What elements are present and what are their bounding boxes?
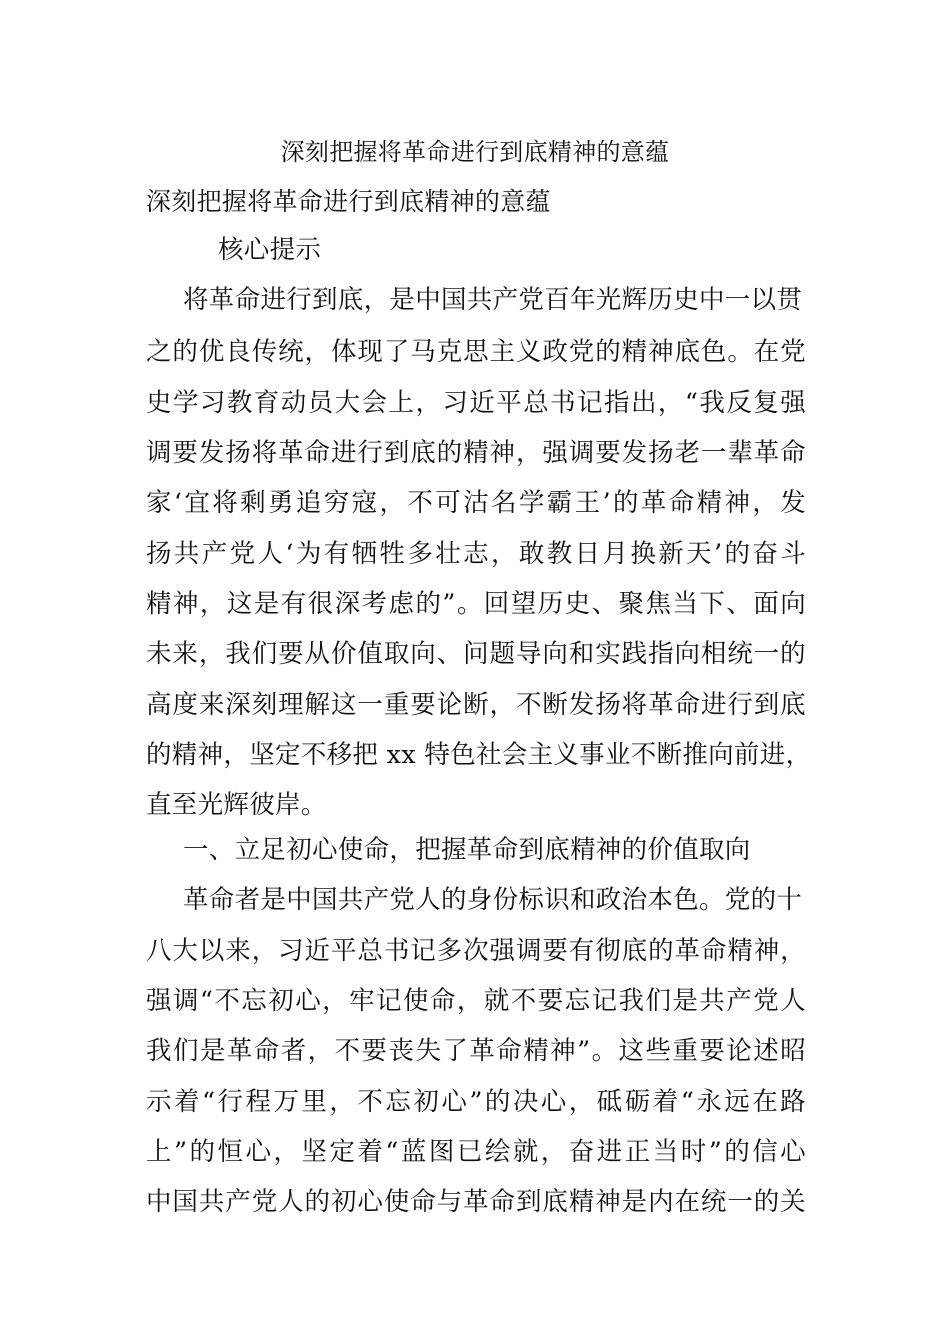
document-title-centered: 深刻把握将革命进行到底精神的意蕴 [280,138,670,166]
paragraph-line: 高度来深刻理解这一重要论断，不断发扬将革命进行到底 [146,690,806,720]
paragraph-line: 扬共产党人‘为有牺牲多壮志，敢教日月换新天’的奋斗 [146,539,806,569]
paragraph-line: 未来，我们要从价值取向、问题导向和实践指向相统一的 [146,639,806,669]
paragraph-line: 示着“行程万里，不忘初心”的决心，砥砺着“永远在路 [146,1087,806,1117]
paragraph-line: 八大以来，习近平总书记多次强调要有彻底的革命精神， [146,936,806,966]
paragraph-line: 中国共产党人的初心使命与革命到底精神是内在统一的关 [146,1187,806,1217]
paragraph-line: 家‘宜将剩勇追穷寇，不可沽名学霸王’的革命精神，发 [146,488,806,518]
paragraph-line: 我们是革命者，不要丧失了革命精神”。这些重要论述昭 [146,1036,806,1066]
document-title: 深刻把握将革命进行到底精神的意蕴 [146,187,551,216]
paragraph-line: 的精神，坚定不移把 xx 特色社会主义事业不断推向前进， [146,740,812,770]
section-label-core-tips: 核心提示 [218,235,322,265]
paragraph-line: 调要发扬将革命进行到底的精神，强调要发扬老一辈革命 [146,438,806,468]
paragraph-line: 直至光辉彼岸。 [146,790,327,820]
paragraph-line: 强调“不忘初心，牢记使命，就不要忘记我们是共产党人 [146,986,806,1016]
section-heading: 一、立足初心使命，把握革命到底精神的价值取向 [183,835,751,865]
paragraph-line: 史学习教育动员大会上，习近平总书记指出，“我反复强 [146,388,806,418]
paragraph-line: 将革命进行到底，是中国共产党百年光辉历史中一以贯 [183,285,803,315]
paragraph-line: 革命者是中国共产党人的身份标识和政治本色。党的十 [183,885,803,915]
paragraph-line: 精神，这是有很深考虑的”。回望历史、聚焦当下、面向 [146,589,806,619]
paragraph-line: 上”的恒心，坚定着“蓝图已绘就，奋进正当时”的信心 [146,1137,806,1167]
paragraph-line: 之的优良传统，体现了马克思主义政党的精神底色。在党 [146,337,806,367]
